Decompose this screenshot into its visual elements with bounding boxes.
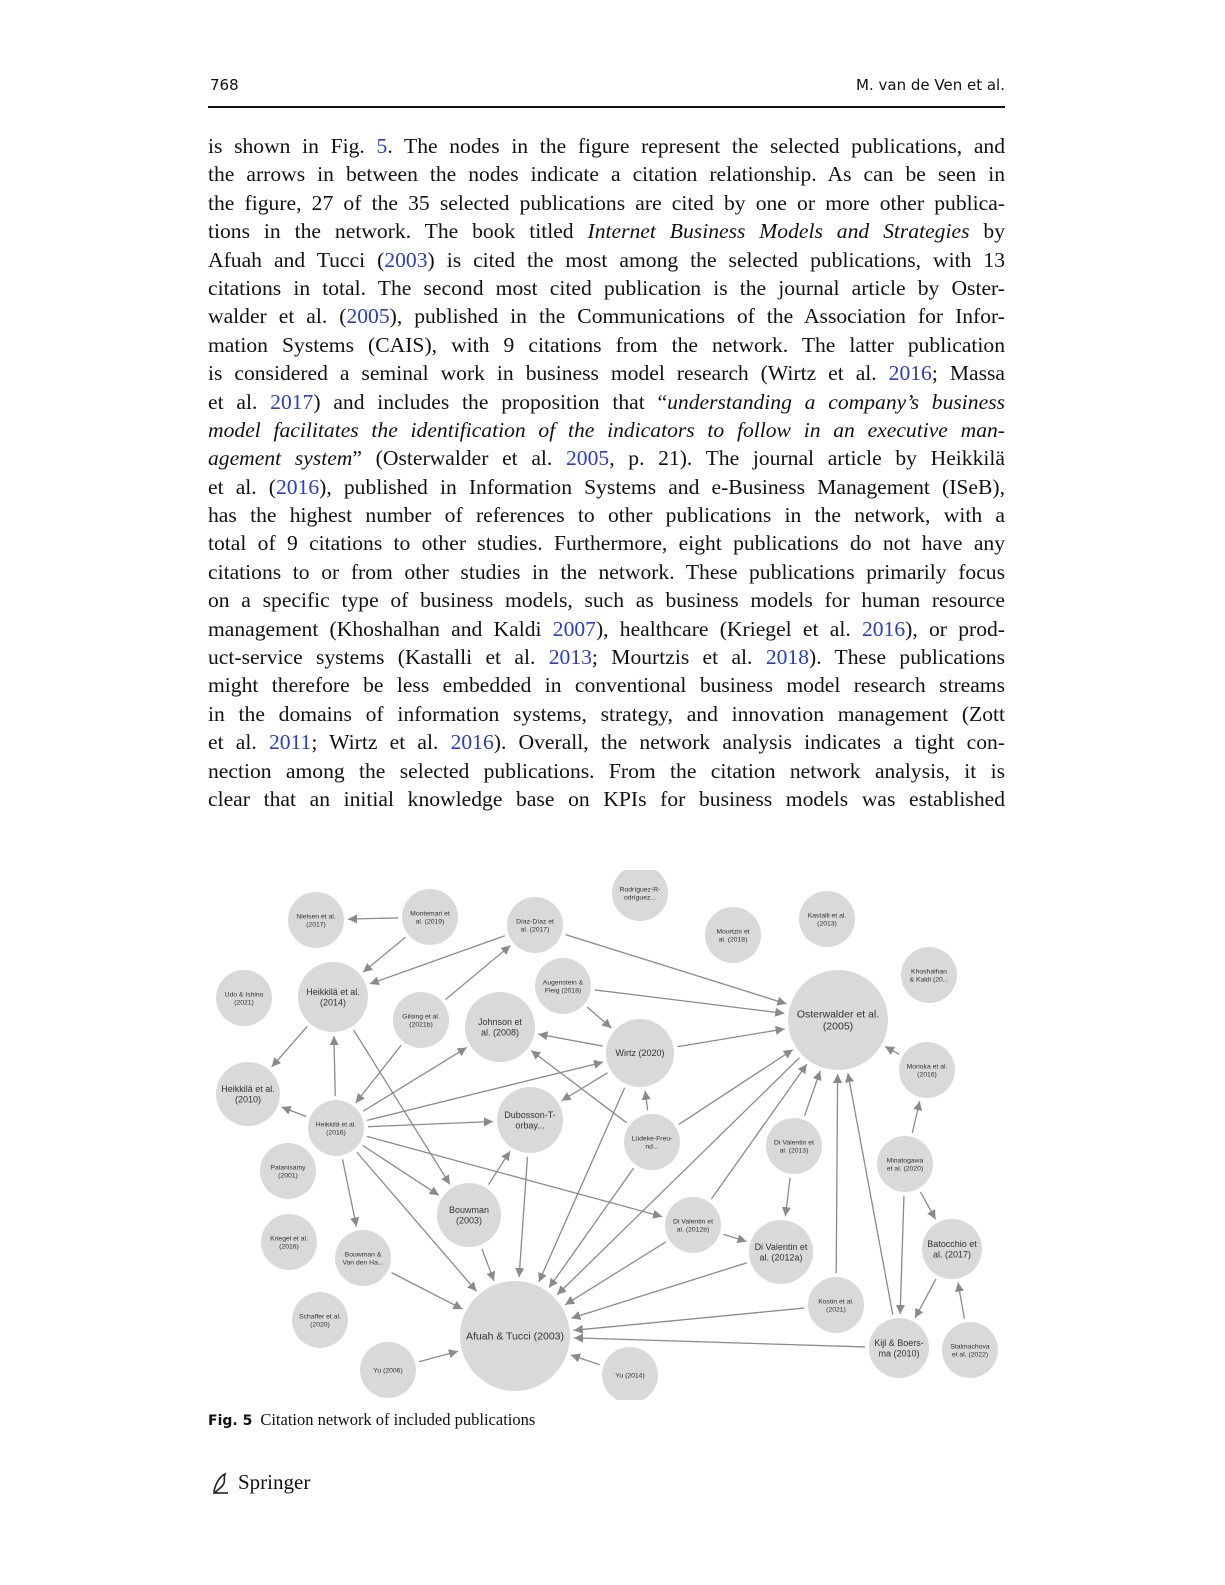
node-udo: [216, 970, 272, 1026]
text-line: [208, 302, 1005, 330]
citation-edge-heik14-to-bouwman: [354, 1030, 450, 1184]
citation-link[interactable]: 2016: [861, 616, 906, 641]
node-osterwalder: [788, 970, 888, 1070]
text-segment: ; Mourtzis et al.: [591, 645, 766, 670]
citation-edge-bouwman-to-afuah: [482, 1249, 494, 1281]
node-wirtz: [606, 1019, 674, 1087]
node-label: Bouwman &: [344, 1251, 382, 1259]
node-label: Dubosson-T-: [504, 1109, 556, 1120]
text-line: [208, 473, 1005, 501]
node-mourtzis: [705, 907, 761, 963]
citation-edge-kostin-to-afuah: [574, 1308, 804, 1330]
node-khoshalhan: [901, 947, 957, 1003]
node-dival12a: [749, 1220, 813, 1284]
citation-link[interactable]: 2005: [566, 446, 610, 471]
text-segment: et al.: [208, 730, 269, 755]
node-label: Gilsing et al.: [402, 1013, 440, 1021]
text-segment: management (Khoshalhan and Kaldi: [208, 616, 553, 641]
node-ludeke: [624, 1114, 680, 1170]
node-label: orbay...: [515, 1120, 545, 1131]
citation-link[interactable]: 2017: [270, 389, 314, 414]
text-line: [208, 643, 1005, 671]
node-label: (2021b): [409, 1021, 433, 1029]
text-segment: citations to or from other studies in the network. These publications primarily focus: [208, 559, 1005, 584]
citation-link[interactable]: 2007: [552, 616, 596, 641]
node-kriegel: [261, 1214, 317, 1270]
node-label: Montemari et: [410, 910, 450, 918]
citation-edge-heik14-to-heik10: [272, 1026, 308, 1067]
citation-edge-dival13-to-osterwalder: [805, 1071, 821, 1116]
node-label: (2003): [455, 1215, 483, 1226]
text-segment: ). These publications: [809, 645, 1005, 670]
citation-edge-morioka-to-osterwalder: [885, 1046, 899, 1054]
citation-edge-montemari-to-nielsen: [348, 918, 398, 919]
text-segment: Internet Business Models and Strategies: [587, 219, 970, 244]
text-segment: Afuah and Tucci (: [208, 247, 385, 272]
caption-label: Fig. 5: [208, 1413, 253, 1429]
node-palanisamy: [260, 1143, 316, 1199]
text-segment: total of 9 citations to other studies. Furthermore, eight publications do not have any: [208, 531, 1005, 556]
node-label: Schaffer et al.: [299, 1313, 341, 1321]
citation-edge-yu06-to-afuah: [419, 1351, 458, 1361]
figure-caption: [208, 1410, 535, 1430]
node-label: Kastalli et al.: [807, 912, 847, 920]
text-segment: ; Wirtz et al.: [311, 730, 451, 755]
node-label: Di Valentin et: [673, 1218, 713, 1226]
node-label: Kostin et al.: [818, 1298, 854, 1306]
node-stalmachova: [942, 1322, 998, 1378]
caption-text: Citation network of included publications: [260, 1410, 536, 1429]
text-line: [208, 671, 1005, 699]
text-line: [208, 785, 1005, 813]
citation-edge-dival13-to-dival12a: [785, 1178, 790, 1217]
node-kijl: [869, 1318, 929, 1378]
node-bouwmanvdh: [335, 1230, 391, 1286]
springer-horse-logo-icon: [210, 1471, 232, 1495]
text-segment: ), or prod-: [905, 616, 1005, 641]
node-label: (2005): [822, 1020, 854, 1033]
text-segment: ” (Osterwalder et al.: [352, 446, 566, 471]
node-afuah: [460, 1281, 570, 1391]
citation-edge-heik16-to-bouwmanvdh: [343, 1159, 357, 1226]
citation-edge-heik16-to-wirtz: [367, 1062, 603, 1120]
text-line: [208, 217, 1005, 245]
text-line: [208, 274, 1005, 302]
citation-edge-bouwmanvdh-to-afuah: [391, 1273, 462, 1309]
publisher-name: Springer: [238, 1470, 311, 1494]
node-diaz: [507, 897, 563, 953]
text-segment: nection among the selected publications. From the citation network analysis, it is: [208, 758, 1005, 783]
node-label: al. (2013): [779, 1147, 809, 1155]
citation-link[interactable]: 2016: [275, 474, 320, 499]
node-label: Di Valentin et: [774, 1139, 814, 1147]
node-label: Yu (2006): [373, 1367, 403, 1375]
node-dival13: [766, 1118, 822, 1174]
node-label: Osterwalder et al.: [796, 1008, 880, 1021]
node-gilsing: [393, 992, 449, 1048]
text-segment: in the domains of information systems, strategy, and innovation management (Zott: [208, 701, 1005, 726]
node-label: Kijl & Boers-: [874, 1337, 924, 1348]
node-yu06: [360, 1342, 416, 1398]
node-label: (2020): [310, 1321, 330, 1329]
node-label: Palanisamy: [270, 1164, 306, 1172]
node-dival12b: [665, 1197, 721, 1253]
node-schaffer: [292, 1292, 348, 1348]
text-segment: is considered a seminal work in business model research (Wirtz et al.: [208, 361, 889, 386]
node-label: (2021): [234, 999, 254, 1007]
node-label: Kriegel et al.: [270, 1235, 308, 1243]
citation-edge-heik16-to-johnson: [363, 1047, 467, 1111]
text-segment: ), published in the Communications of the Association for Infor-: [389, 304, 1005, 329]
text-line: [208, 558, 1005, 586]
node-label: Heikkilä et al.: [306, 986, 360, 997]
citation-edge-ludeke-to-wirtz: [645, 1091, 648, 1111]
citation-edge-minatogawa-to-batocchio: [920, 1192, 935, 1219]
citation-link[interactable]: 2013: [548, 645, 592, 670]
text-line: [208, 501, 1005, 529]
node-kostin: [808, 1277, 864, 1333]
node-johnson: [465, 992, 535, 1062]
text-segment: might therefore be less embedded in conventional business model research streams: [208, 673, 1005, 698]
citation-edge-heik16-to-dubosson: [368, 1122, 493, 1127]
node-dubosson: [497, 1087, 563, 1153]
node-label: Batocchio et: [927, 1238, 977, 1249]
node-label: (2001): [278, 1172, 298, 1180]
node-label: & Kaldi (20...: [909, 976, 949, 984]
node-label: al. (2017): [520, 926, 550, 934]
node-label: Lüdeke-Freu-: [631, 1135, 673, 1143]
text-segment: uct-service systems (Kastalli et al.: [208, 645, 549, 670]
text-segment: tions in the network. The book titled: [208, 219, 588, 244]
node-batocchio: [922, 1219, 982, 1279]
citation-link[interactable]: 2018: [765, 645, 809, 670]
page-number: 768: [210, 76, 239, 94]
node-label: (2021): [826, 1306, 846, 1314]
node-rodriguez: [612, 870, 668, 921]
text-line: [208, 160, 1005, 188]
text-segment: ), healthcare (Kriegel et al.: [595, 616, 862, 641]
node-label: Mourtzis et: [716, 928, 750, 936]
node-label: Afuah & Tucci (2003): [465, 1330, 565, 1343]
citation-edge-heik16-to-heik10: [282, 1107, 307, 1116]
text-line: [208, 586, 1005, 614]
text-line: [208, 359, 1005, 387]
node-label: ma (2010): [878, 1348, 920, 1359]
node-label: al. (2018): [718, 936, 748, 944]
citation-link[interactable]: 2011: [268, 730, 312, 755]
text-line: [208, 700, 1005, 728]
citation-edge-yu14-to-afuah: [571, 1355, 600, 1365]
node-minatogawa: [877, 1136, 933, 1192]
citation-edge-heik16-to-heik14: [334, 1036, 335, 1096]
text-segment: the figure, 27 of the 35 selected publications are cited by one or more other publica-: [208, 190, 1005, 215]
citation-edge-wirtz-to-osterwalder: [677, 1029, 784, 1047]
text-segment: is shown in Fig.: [208, 134, 377, 158]
node-label: al. (2012b): [676, 1226, 710, 1234]
node-label: Fleig (2018): [544, 987, 582, 995]
text-segment: ), published in Information Systems and e-Business Management (ISeB),: [319, 474, 1005, 499]
node-bouwman: [437, 1183, 501, 1247]
citation-link[interactable]: 5: [376, 134, 388, 158]
text-segment: on a specific type of business models, such as business models for human resource: [208, 588, 1005, 613]
node-label: Augenstein &: [542, 979, 584, 987]
citation-edge-minatogawa-to-morioka: [912, 1101, 919, 1133]
node-label: al. (2017): [932, 1249, 972, 1260]
node-label: Díaz-Díaz et: [516, 918, 554, 926]
citation-link[interactable]: 2005: [346, 304, 390, 329]
text-line: [208, 246, 1005, 274]
node-label: (2017): [306, 921, 326, 929]
citation-edge-dival12a-to-afuah: [571, 1263, 746, 1318]
text-segment: citations in total. The second most cited publication is the journal article by Oster-: [208, 275, 1005, 300]
node-label: Khoshalhan: [911, 968, 947, 976]
text-segment: ) is cited the most among the selected publications, with 13: [427, 247, 1005, 272]
node-label: Rodríguez-R-: [619, 886, 661, 894]
citation-link[interactable]: 2016: [888, 361, 932, 386]
node-label: Di Valentin et: [754, 1241, 808, 1252]
node-label: Heikkilä et al.: [221, 1083, 275, 1094]
citation-edge-kijl-to-osterwalder: [848, 1073, 893, 1314]
node-label: Heikkilä et al.: [315, 1121, 357, 1129]
node-label: Minatogawa: [886, 1157, 924, 1165]
citation-link[interactable]: 2016: [450, 730, 494, 755]
node-label: Morioka et al.: [906, 1063, 948, 1071]
node-augenstein: [535, 958, 591, 1014]
text-line: [208, 529, 1005, 557]
citation-edge-wirtz-to-dubosson: [562, 1073, 608, 1101]
node-heik14: [298, 962, 368, 1032]
citation-edge-kijl-to-afuah: [574, 1338, 865, 1347]
node-label: al. (2008): [480, 1027, 520, 1038]
body-text: [208, 132, 1005, 813]
citation-link[interactable]: 2003: [384, 247, 428, 272]
node-yu14: [602, 1347, 658, 1400]
publisher-footer: [210, 1470, 310, 1495]
text-segment: . The nodes in the figure represent the selected publications, and: [387, 134, 1005, 158]
node-label: (2016): [917, 1071, 937, 1079]
node-heik16: [308, 1100, 364, 1156]
text-segment: clear that an initial knowledge base on KPIs for business models was established: [208, 786, 1005, 811]
text-segment: et al. (: [208, 474, 276, 499]
text-line: [208, 444, 1005, 472]
text-segment: mation Systems (CAIS), with 9 citations from the network. The latter publication: [208, 332, 1005, 357]
node-label: Bouwman: [448, 1204, 490, 1215]
text-segment: agement system: [208, 446, 353, 471]
node-label: (2010): [234, 1094, 262, 1105]
node-label: Van den Ha...: [342, 1259, 384, 1267]
text-segment: et al.: [208, 389, 271, 414]
citation-edge-bouwman-to-dubosson: [488, 1151, 510, 1185]
text-segment: understanding a company’s business: [667, 389, 1005, 414]
node-label: Johnson et: [477, 1016, 523, 1027]
node-label: Yu (2014): [615, 1372, 645, 1380]
text-line: [208, 416, 1005, 444]
citation-edge-wirtz-to-johnson: [538, 1034, 602, 1046]
node-kastalli: [799, 891, 855, 947]
citation-edge-kostin-to-osterwalder: [836, 1074, 837, 1273]
node-label: al. (2019): [415, 918, 445, 926]
header-rule: [208, 106, 1005, 108]
citation-edge-augenstein-to-wirtz: [587, 1007, 611, 1028]
node-nielsen: [288, 892, 344, 948]
text-segment: , p. 21). The journal article by Heikkilä: [609, 446, 1005, 471]
citation-edge-batocchio-to-kijl: [915, 1279, 936, 1318]
citation-edge-dival12b-to-dival12a: [724, 1234, 747, 1241]
node-label: al. (2012a): [759, 1252, 803, 1263]
node-label: et al. (2020): [886, 1165, 924, 1173]
text-segment: has the highest number of references to other publications in the network, with a: [208, 503, 1005, 528]
text-segment: ; Massa: [931, 361, 1005, 386]
citation-edge-augenstein-to-osterwalder: [595, 990, 785, 1013]
node-morioka: [899, 1042, 955, 1098]
text-segment: by: [969, 219, 1005, 244]
running-head-authors: M. van de Ven et al.: [856, 76, 1005, 94]
text-segment: ). Overall, the network analysis indicates a tight con-: [493, 730, 1005, 755]
text-segment: model facilitates the identification of the indicators to follow in an executive man-: [208, 417, 1005, 442]
node-label: (2016): [279, 1243, 299, 1251]
node-label: nd...: [645, 1143, 659, 1151]
node-label: (2013): [817, 920, 837, 928]
node-label: (2016): [326, 1129, 346, 1137]
citation-edge-montemari-to-heik14: [363, 937, 405, 972]
node-label: Udo & Ishino: [224, 991, 264, 999]
node-label: Nielsen et al.: [296, 913, 336, 921]
citation-edge-dubosson-to-afuah: [519, 1157, 527, 1277]
text-segment: walder et al. (: [208, 304, 347, 329]
text-line: [208, 388, 1005, 416]
node-label: Wirtz (2020): [615, 1048, 665, 1059]
node-label: odríguez...: [623, 894, 657, 902]
citation-edge-dival12b-to-afuah: [565, 1242, 666, 1305]
node-label: Stalmachova: [950, 1343, 990, 1351]
text-segment: the arrows in between the nodes indicate a citation relationship. As can be seen in: [208, 162, 1005, 187]
text-line: [208, 728, 1005, 756]
text-line: [208, 331, 1005, 359]
citation-edge-ludeke-to-osterwalder: [679, 1050, 793, 1125]
node-label: (2014): [319, 997, 347, 1008]
citation-network-figure: [200, 870, 1000, 1400]
text-line: [208, 132, 1005, 160]
citation-edge-stalmachova-to-batocchio: [958, 1282, 964, 1318]
node-label: et al. (2022): [951, 1351, 989, 1359]
node-heik10: [216, 1062, 280, 1126]
text-line: [208, 757, 1005, 785]
text-line: [208, 615, 1005, 643]
text-segment: ) and includes the proposition that “: [313, 389, 668, 414]
citation-edge-minatogawa-to-kijl: [900, 1196, 904, 1314]
node-montemari: [402, 889, 458, 945]
text-line: [208, 189, 1005, 217]
